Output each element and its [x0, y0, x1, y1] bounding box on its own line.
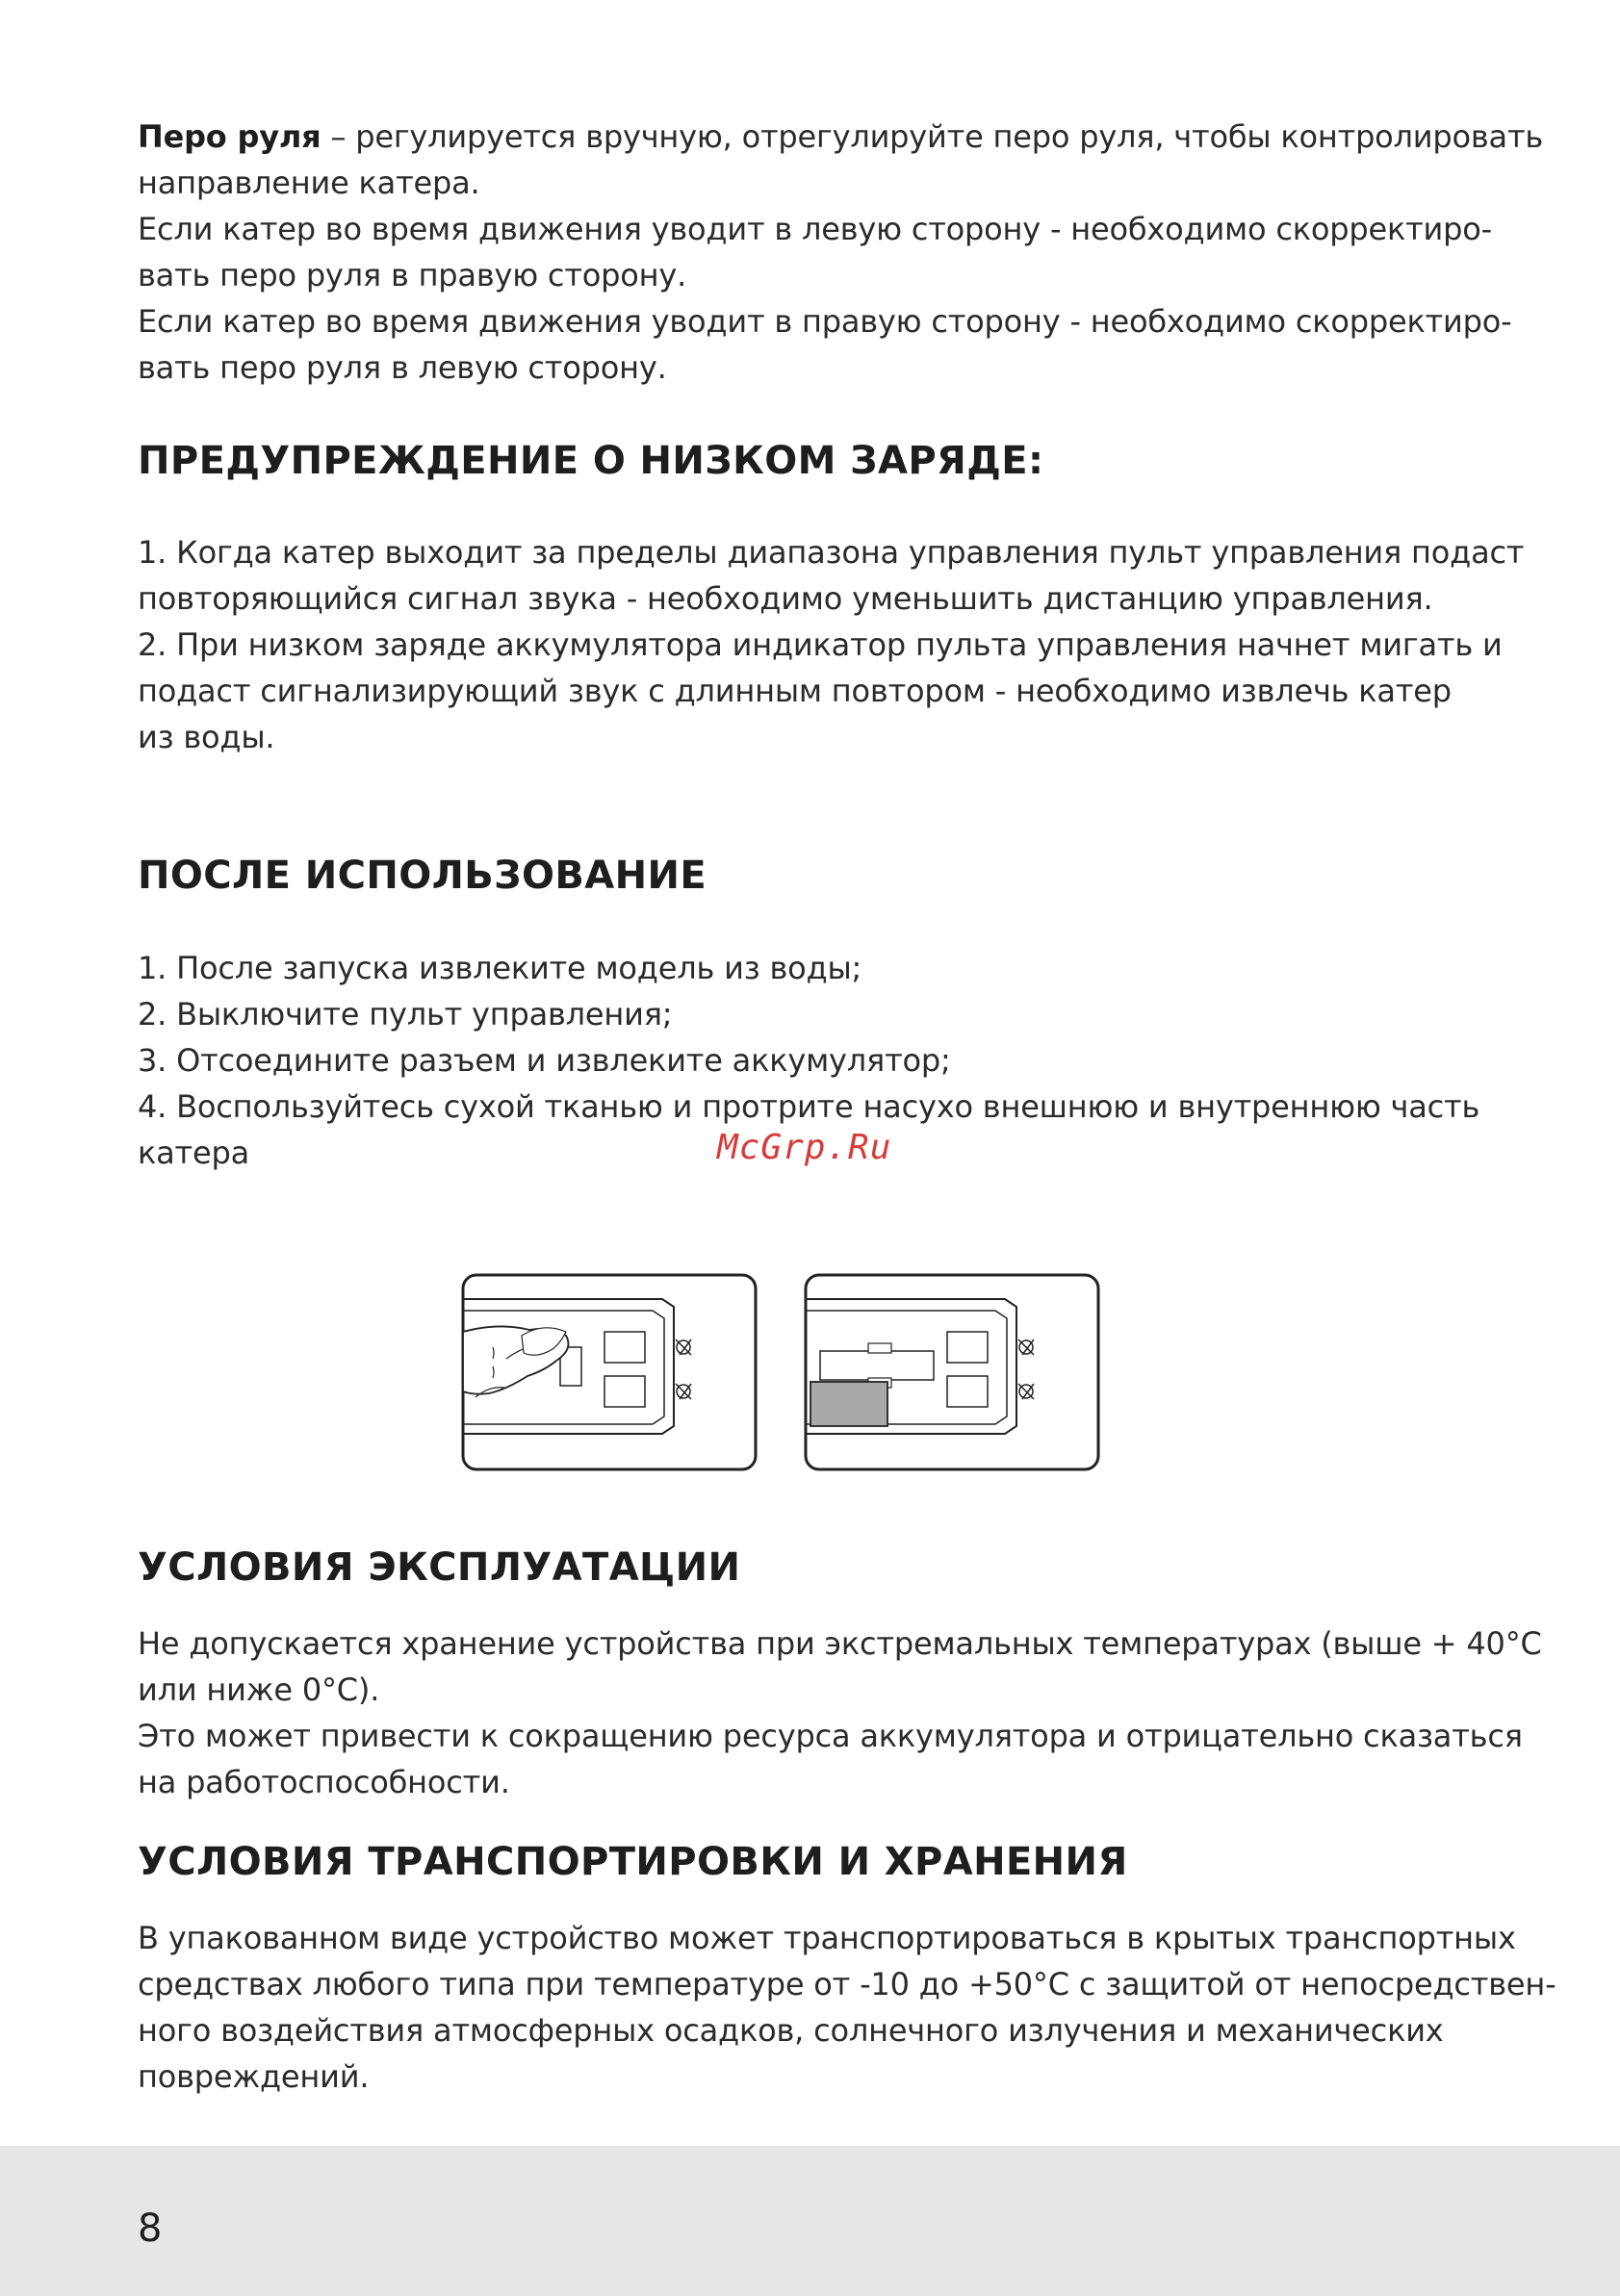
low-charge-heading: ПРЕДУПРЕЖДЕНИЕ О НИЗКОМ ЗАРЯДЕ:: [138, 439, 1044, 483]
low-charge-line-1: 1. Когда катер выходит за пределы диапазона управления пульт управления подаст: [138, 534, 1525, 571]
battery-block: [810, 1382, 887, 1426]
after-use-step-1: 1. После запуска извлеките модель из воды;: [138, 950, 862, 986]
after-use-step-4: 4. Воспользуйтесь сухой тканью и протрите насухо внешнюю и внутреннюю часть: [138, 1088, 1480, 1125]
watermark: McGrp.Ru: [717, 1128, 892, 1167]
operation-line-1: Не допускается хранение устройства при экстремальных температурах (выше + 40°С: [138, 1625, 1542, 1662]
rudder-line-5: Если катер во время движения уводит в правую сторону - необходимо скорректиро-: [138, 303, 1512, 340]
page-number: 8: [138, 2207, 163, 2251]
low-charge-line-2: повторяющийся сигнал звука - необходимо уменьшить дистанцию управления.: [138, 580, 1433, 617]
transport-line-3: ного воздействия атмосферных осадков, солнечного излучения и механических: [138, 2012, 1444, 2049]
hand-wiping-hull-icon: [460, 1272, 759, 1472]
low-charge-section: [138, 529, 1525, 760]
after-use-step-2: 2. Выключите пульт управления;: [138, 996, 673, 1033]
transport-line-2: средствах любого типа при температуре от -10 до +50°С с защитой от непосредствен-: [138, 1966, 1556, 2003]
rudder-line-2: направление катера.: [138, 165, 480, 201]
operation-line-4: на работоспособности.: [138, 1764, 510, 1800]
after-use-step-4-cont: катера: [138, 1135, 249, 1171]
rudder-term: Перо руля: [138, 118, 321, 155]
operation-section: [138, 1620, 1542, 1805]
figures: [460, 1272, 1101, 1472]
rudder-line-6: вать перо руля в левую сторону.: [138, 349, 667, 386]
page-footer: [0, 2146, 1620, 2296]
low-charge-line-4: подаст сигнализирующий звук с длинным повтором - необходимо извлечь катер: [138, 673, 1452, 709]
operation-line-2: или ниже 0°С).: [138, 1671, 380, 1708]
after-use-heading: ПОСЛЕ ИСПОЛЬЗОВАНИЕ: [138, 854, 707, 898]
operation-line-3: Это может привести к сокращению ресурса аккумулятора и отрицательно сказаться: [138, 1718, 1523, 1754]
rudder-section: [138, 114, 1544, 391]
rudder-line-1: Перо руля – регулируется вручную, отрегулируйте перо руля, чтобы контролировать: [138, 118, 1544, 155]
transport-line-1: В упакованном виде устройство может транспортироваться в крытых транспортных: [138, 1920, 1516, 1956]
transport-line-4: повреждений.: [138, 2058, 370, 2095]
transport-section: [138, 1915, 1556, 2100]
low-charge-line-3: 2. При низком заряде аккумулятора индикатор пульта управления начнет мигать и: [138, 626, 1503, 663]
rudder-line-3: Если катер во время движения уводит в левую сторону - необходимо скорректиро-: [138, 211, 1492, 247]
transport-heading: УСЛОВИЯ ТРАНСПОРТИРОВКИ И ХРАНЕНИЯ: [138, 1840, 1128, 1884]
after-use-step-3: 3. Отсоедините разъем и извлеките аккумулятор;: [138, 1042, 951, 1079]
operation-heading: УСЛОВИЯ ЭКСПЛУАТАЦИИ: [138, 1545, 741, 1590]
low-charge-line-5: из воды.: [138, 719, 275, 755]
battery-compartment-icon: [803, 1272, 1101, 1472]
rudder-line-4: вать перо руля в правую сторону.: [138, 257, 687, 293]
